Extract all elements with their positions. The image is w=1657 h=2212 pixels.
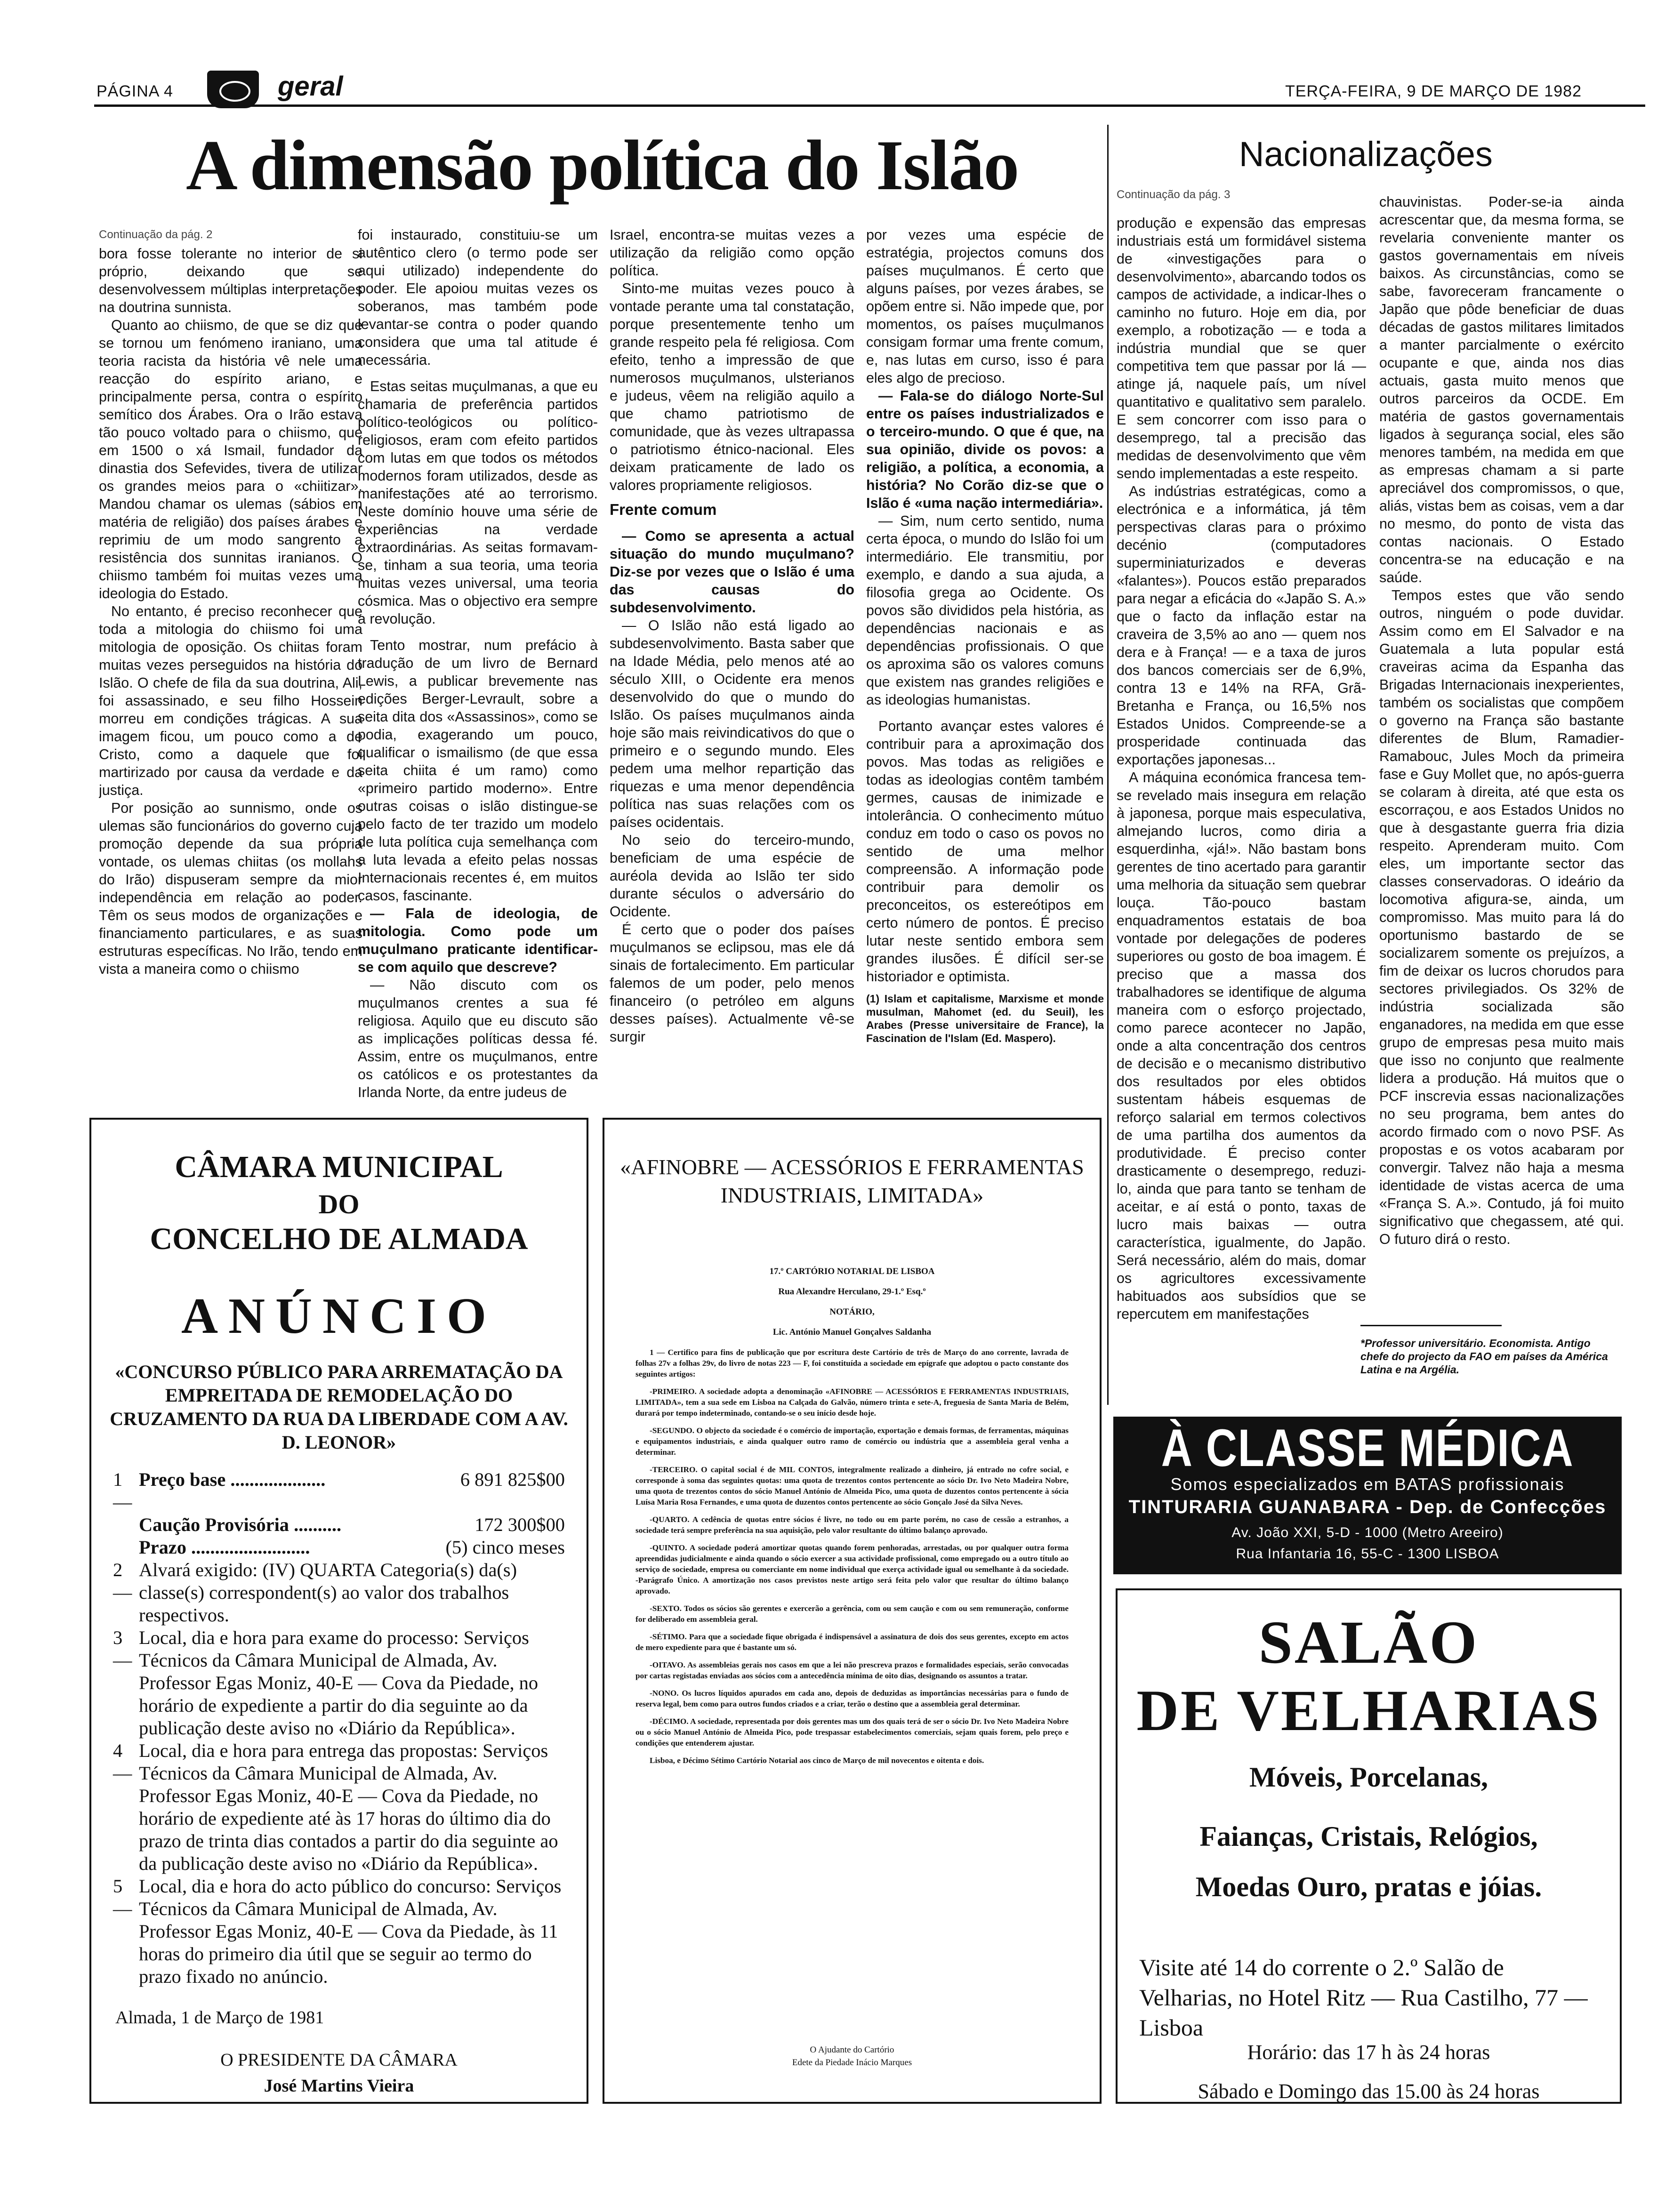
- paragraph: No entanto, é preciso reconhecer que toda a mitologia do chiismo foi uma mitologia de oposição. Os chiitas foram muitas vezes perseguidos na história do Islão. O chefe de fila da sua doutrina, Ali, foi assassinado, e seu filho Hossein morreu em condições trágicas. A sua imagem ficou, um pouco como a de Cristo, como a daquele que foi martirizado por causa da verdade e da justiça.: [99, 603, 362, 798]
- afinobre-title: «AFINOBRE — ACESSÓRIOS E FERRAMENTAS INDUSTRIAIS, LIMITADA»: [620, 1155, 1084, 1207]
- list-item: 2 — Alvará exigido: (IV) QUARTA Categoria(s) da(s) classe(s) correspondent(s) ao valor dos trabalhos respectivos.: [113, 1559, 517, 1626]
- caucao-value: 172 300$00: [475, 1514, 565, 1535]
- section-logo-icon: [207, 71, 259, 108]
- paragraph: chauvinistas. Poder-se-ia ainda acrescentar que, da mesma forma, se revelaria conveniente manter os gastos governamentais em níveis baixos. As circunstâncias, como se sabe, favoreceram francamente o Japão que pôde beneficiar de duas décadas de gastos militares limitados a manter parcialmente o exército ocupante e que, ainda nos dias actuais, gasta muito menos que outros parceiros da OCDE. Em matéria de gastos governamentais ligados à segurança social, eles são menores também, na medida em que as empresas chamam a si parte apreciável dos compromissos, o que, aliás, vistas bem as coisas, vem a dar no mesmo, do ponto de vista das contas nacionais. O Estado concentra-se na educação e na saúde.: [1379, 194, 1624, 585]
- section-name: geral: [278, 71, 343, 102]
- salao-title-1: SALÃO: [1258, 1609, 1479, 1676]
- salao-visit-text: Visite até 14 do corrente o 2.º Salão de Velharias, no Hotel Ritz — Rua Castilho, 77 — Lisboa: [1139, 1954, 1588, 2041]
- classe-medica-company: TINTURARIA GUANABARA - Dep. de Confecções: [1128, 1497, 1607, 1517]
- prazo-value: (5) cinco meses: [445, 1537, 565, 1558]
- nacionalizacoes-column-1: [1117, 214, 1366, 1377]
- preco-label: Preço base ....................: [139, 1469, 326, 1490]
- camara-list: [113, 1468, 565, 1988]
- list-item: 5 — Local, dia e hora do acto público do concurso: Serviços Técnicos da Câmara Municipal de Almada, Av. Professor Egas Moniz, 40-E — Cova da Piedade, às 11 horas do primeiro dia útil que se seguir ao termo do prazo fixado no anúncio.: [113, 1875, 562, 1987]
- article-column-3: [610, 226, 854, 1101]
- paragraph: foi instaurado, constituiu-se um autêntico clero (o termo pode ser aqui utilizado) independente do poder. Ele apoiou muitas vezes os soberanos, mas também pode levantar-se contra o poder quando considera que uma tal atitude é necessária.: [358, 227, 598, 368]
- list-item: [113, 1514, 565, 1536]
- paragraph: As indústrias estratégicas, como a electrónica e a informática, já têm perspectivas claras para o próximo decénio (computadores superminiaturizados e deveras «falantes»). Poucos estão preparados para negar a eficácia do «Japão S. A.» que o facto da inflação estar na craveira de 3,5% ao ano — quem nos dera e à França! — e a taxa de juros dos bancos comerciais ser de 6,9%, contra 13 e 14% na RFA, Grã-Bretanha e França, ou 16,5% nos Estados Unidos. Compreende-se a prosperidade continuada das exportações japonesas...: [1117, 483, 1366, 768]
- paragraph: Israel, encontra-se muitas vezes a utilização da religião como opção política.: [610, 227, 854, 279]
- classe-medica-address-2: Rua Infantaria 16, 55-C - 1300 LISBOA: [1236, 1546, 1499, 1562]
- classe-medica-address-1: Av. João XXI, 5-D - 1000 (Metro Areeiro): [1231, 1525, 1504, 1540]
- paragraph: É certo que o poder dos países muçulmanos se eclipsou, mas ele dá sinais de fortalecimento. Em particular falemos de um poder, pelo menos financeiro (o petróleo em alguns desses países). Actualmente vê-se surgir: [610, 922, 854, 1045]
- prazo-label: Prazo .........................: [139, 1537, 310, 1558]
- paragraph: -SEGUNDO. O objecto da sociedade é o comércio de importação, exportação e demais formas, de ferramentas, máquinas e equipamentos industriais, e ainda qualquer outro ramo de comércio ou indústria que a assembleia geral venha a determinar.: [635, 1426, 1069, 1457]
- paragraph: — Não discuto com os muçulmanos crentes a sua fé religiosa. Aquilo que eu discuto são as implicações políticas dessa fé. Assim, entre os muçulmanos, entre os católicos e os protestantes da Irlanda Norte, da entre judeus de: [358, 977, 598, 1100]
- paragraph: por vezes uma espécie de estratégia, projectos comuns dos países muçulmanos. É certo que alguns países, por vezes árabes, se opõem entre si. Não impede que, por momentos, os países muçulmanos consigam formar uma frente comum, e, nas lutas em curso, isso é para eles algo de precioso.: [866, 227, 1104, 386]
- salao-line-1: Móveis, Porcelanas,: [1249, 1762, 1488, 1793]
- nacionalizacoes-title: Nacionalizações: [1239, 135, 1493, 174]
- paragraph: -TERCEIRO. O capital social é de MIL CONTOS, integralmente realizado a dinheiro, já entrado no cofre social, e corresponde à soma das seguintes quotas: uma quota de trezentos contos pertencente ao sócio Dr. Ivo Neto Madeira Nobre, uma quota de trezentos contos do sócio Manuel António de Almeida Pico, uma quota de duzentos contos pertencente à sócia Luísa Maria Rosa Fernandes, e uma quota de duzentos contos pertencente ao sócio Gonçalo José da Silva Neves.: [635, 1465, 1069, 1507]
- interview-question: — Fala de ideologia, de mitologia. Como pode um muçulmano praticante identificar-se com aquilo que descreve?: [358, 906, 598, 975]
- author-note: *Professor universitário. Economista. Antigo chefe do projecto da FAO em países da América Latina e na Argélia.: [1360, 1337, 1608, 1376]
- salao-line-2: Faianças, Cristais, Relógios,: [1199, 1821, 1538, 1852]
- paragraph: bora fosse tolerante no interior de si próprio, deixando que se desenvolvessem múltiplas interpretações na doutrina sunnista.: [99, 246, 362, 315]
- paragraph: -SEXTO. Todos os sócios são gerentes e exercerão a gerência, com ou sem caução e com ou sem remuneração, conforme for deliberado em assembleia geral.: [635, 1604, 1069, 1624]
- salao-weekend-hours: Sábado e Domingo das 15.00 às 24 horas: [1198, 2080, 1540, 2103]
- header-rule: [94, 104, 1645, 107]
- footnote-rule: [1360, 1325, 1502, 1326]
- salao-line-3: Moedas Ouro, pratas e jóias.: [1195, 1871, 1542, 1902]
- list-item: [113, 1536, 565, 1559]
- paragraph: 1 — Certifico para fins de publicação que por escritura deste Cartório de três de Março do ano corrente, lavrada de folhas 27v a folhas 29v, do livro de notas 223 — F, foi constituída a sociedade em epígrafe que adoptou o pacto constante dos seguintes artigos:: [635, 1348, 1069, 1378]
- camara-concelho: CONCELHO DE ALMADA: [150, 1222, 528, 1256]
- interview-question: — Fala-se do diálogo Norte-Sul entre os países industrializados e o terceiro-mundo. O que é que, na sua opinião, divide os povos: a religião, a política, a economia, a história? No Corão diz-se que o Islão é «uma nação intermediária».: [866, 388, 1104, 511]
- paragraph: produção e expensão das empresas industriais está um formidável sistema de «investigações para o desenvolvimento», abarcando todos os campos de actividade, a indicar-lhes o caminho no futuro. Hoje em dia, por exemplo, a robotização — e toda a indústria mundial que se quer competitiva tem que passar por lá — atinge já, naquele país, um nível quantitativo e qualitativo sem paralelo. E sem concorrer com isso para o desemprego, tal a precisão das medidas de desenvolvimento que vêm sendo implementadas a este respeito.: [1117, 215, 1366, 481]
- camara-president: O PRESIDENTE DA CÂMARA: [220, 2050, 458, 2070]
- paragraph: Tempos estes que vão sendo outros, ninguém o pode duvidar. Assim como em El Salvador e na Guatemala a luta popular está craveiras acima da Espanha das Brigadas Internacionais inexperientes, também os socialistas que compõem o governo na França são bastante diferentes de Blum, Ramadier-Ramabouc, Jules Moch da primeira fase e Guy Mollet que, no após-guerra se colaram à direita, até que esta os escorraçou, e aos Estados Unidos no que à desgastante guerra fria dizia respeito. Aprenderam muito. Com eles, um importante sector das classes conservadoras. O ideário da locomotiva afigura-se, ainda, um compromisso. Mas muito para lá do oportunismo bastardo de se socializarem somente os prejuízos, a fim de deixar os lucros chorudos para sectores privilegiados. Os 32% de indústria socializada são enganadores, na medida em que esse grupo de empresas pesa muito mais que isso no conjunto que realmente lidera a produção. Há muitos que o PCF inscrevia essas nacionalizações no seu programa, bem antes do acordo firmado com o novo PSF. As propostas e os votos acabaram por convergir. Talvez não haja a mesma identidade de vistas acerca de uma «França S. A.». Contudo, já foi muito significativo que chegassem, até qui. O futuro dirá o resto.: [1379, 587, 1624, 1247]
- paragraph: -OITAVO. As assembleias gerais nos casos em que a lei não prescreva prazos e formalidades especiais, serão convocadas por cartas registadas enviadas aos sócios com a antecedência mínima de oito dias, designando os assuntos a tratar.: [635, 1660, 1069, 1680]
- paragraph: -PRIMEIRO. A sociedade adopta a denominação «AFINOBRE — ACESSÓRIOS E FERRAMENTAS INDUSTRIAIS, LIMITADA», tem a sua sede em Lisboa na Calçada do Galvão, número trinta e sete-A, freguesia de Santa Maria de Belém, durará por tempo indeterminado, contando-se o seu início desde hoje.: [635, 1387, 1069, 1418]
- classe-medica-subtitle: Somos especializados em BATAS profissionais: [1170, 1475, 1565, 1494]
- paragraph: -NONO. Os lucros líquidos apurados em cada ano, depois de deduzidas as importâncias necessárias para o fundo de reserva legal, bem como para outros fundos criados e a criar, terão o destino que a assembleia geral determinar.: [635, 1689, 1069, 1708]
- notary-name: Lic. António Manuel Gonçalves Saldanha: [772, 1327, 932, 1337]
- classe-medica-title: À CLASSE MÉDICA: [1161, 1419, 1574, 1477]
- paragraph: Quanto ao chiismo, de que se diz que se tornou um fenómeno iraniano, uma teoria racista da história vê nele uma reacção do espírito ariano, e principalmente persa, contra o espírito semítico dos Árabes. Ora o Irão estava tão pouco voltado para o chiismo, que em 1500 o xá Ismail, fundador da dinastia dos Sefevides, tivera de utilizar os grandes meios para o «chiitizar». Mandou chamar os ulemas (sábios em matéria de religião) dos países árabes e reprimiu de um modo sangrento a resistência dos sunnitas iranianos. O chiismo também foi muitas vezes uma ideologia do Estado.: [99, 317, 362, 601]
- paragraph: Sinto-me muitas vezes pouco à vontade perante uma tal constatação, porque presentemente tenho um grande respeito pela fé religiosa. Com efeito, tenho a impressão de que numerosos muçulmanos, ulsterianos e judeus, vêem na religião aquilo a que chamo patriotismo de comunidade, que às vezes ultrapassa o patriotismo étnico-nacional. Eles deixam praticamente de lado os valores propriamente religiosos.: [610, 281, 854, 493]
- afinobre-body: [635, 1266, 1069, 1772]
- paragraph: Portanto avançar estes valores é contribuir para a aproximação dos povos. Mas todas as religiões e todas as ideologias contêm também germes, causas de inimizade e intolerância. O conhecimento mútuo conduz em todo o caso os povos no sentido de uma melhor compreensão. A informação pode contribuir para demolir os preconceitos, os estereótipos em certo número de pontos. É preciso lutar neste sentido embora sem grandes ilusões. É difícil ser-se historiador e optimista.: [866, 718, 1104, 985]
- article-column-2: [358, 226, 598, 1101]
- page-number: PÁGINA 4: [97, 82, 173, 100]
- list-item: 4 — Local, dia e hora para entrega das propostas: Serviços Técnicos da Câmara Municipal de Almada, Av. Professor Egas Moniz, 40-E — Cova da Piedade, no horário de expediente até às 17 horas do último dia do prazo de trinta dias contados a partir do dia seguinte ao da publicação deste aviso no «Diário da República».: [113, 1740, 558, 1874]
- list-item: 3 — Local, dia e hora para exame do processo: Serviços Técnicos da Câmara Municipal de Almada, Av. Professor Egas Moniz, 40-E — Cova da Piedade, no horário de expediente a partir do dia seguinte ao da publicação deste aviso no «Diário da República».: [113, 1627, 539, 1739]
- camara-subject: «CONCURSO PÚBLICO PARA ARREMATAÇÃO DA EMPREITADA DE REMODELAÇÃO DO CRUZAMENTO DA RUA DA LIBERDADE COM A AV. D. LEONOR»: [110, 1361, 568, 1453]
- article-headline: A dimensão política do Islão: [186, 126, 1019, 205]
- paragraph: — O Islão não está ligado ao subdesenvolvimento. Basta saber que na Idade Média, pelo menos até ao século XIII, o Ocidente era menos desenvolvido do que o mundo do Islão. Os países muçulmanos ainda hoje são mais reivindicativos do que o primeiro e o segundo mundo. Eles pedem uma melhor repartição das riquezas e uma menor dependência política nas suas relações com os países ocidentais.: [610, 617, 854, 830]
- nacionalizacoes-column-2: [1379, 193, 1624, 1322]
- article-continuation: Continuação da pág. 2: [99, 228, 213, 241]
- notary-office: 17.º CARTÓRIO NOTARIAL DE LISBOA: [769, 1266, 935, 1276]
- interview-question: — Como se apresenta a actual situação do mundo muçulmano? Diz-se por vezes que o Islão é uma das causas do subdesenvolvimento.: [610, 528, 854, 616]
- paragraph: Lisboa, e Décimo Sétimo Cartório Notarial aos cinco de Março de mil novecentos e oitenta e dois.: [650, 1756, 984, 1765]
- issue-date: TERÇA-FEIRA, 9 DE MARÇO DE 1982: [1285, 82, 1582, 100]
- nacionalizacoes-continuation: Continuação da pág. 3: [1117, 188, 1231, 201]
- paragraph: Estas seitas muçulmanas, a que eu chamaria de preferência partidos político-teológicos ou político-religiosos, eram com efeito partidos com lutas em que todos os métodos modernos foram utilizados, desde as manifestações até ao terrorismo. Neste domínio houve uma série de experiências na verdade extraordinárias. As seitas formavam-se, tinham a sua teoria, uma teoria muitas vezes universal, uma teoria cósmica. Mas o objectivo era sempre a revolução.: [358, 378, 598, 627]
- camara-date: Almada, 1 de Março de 1981: [115, 2008, 324, 2028]
- paragraph: -SÉTIMO. Para que a sociedade fique obrigada é indispensável a assinatura de dois dos seus gerentes, excepto em actos de mero expediente para que é bastante um só.: [635, 1632, 1069, 1652]
- paragraph: Tento mostrar, num prefácio à tradução de um livro de Bernard Lewis, a publicar brevemente nas edições Berger-Levrault, sobre a seita dita dos «Assassinos», como se podia, exagerando um pouco, qualificar o ismailismo (de que essa seita chiita é um ramo) como «primeiro partido moderno». Entre outras coisas o islão distingue-se pelo facto de ter trazido um modelo de luta política cuja semelhança com a luta levada a efeito pelas nossas Internacionais recentes é, em muitos casos, fascinante.: [358, 637, 598, 904]
- afinobre-signature-name: Edete da Piedade Inácio Marques: [792, 2058, 912, 2068]
- camara-anuncio: ANÚNCIO: [181, 1288, 497, 1344]
- paragraph: A máquina económica francesa tem-se revelado mais insegura em relação à japonesa, porque mais especulativa, almejando lucros, como diria a esquerdinha, «já!». Não bastam bons gerentes de tino acertado para garantir uma melhoria da situação sem quebrar louça. Tão-pouco bastam enquadramentos estatais de boa vontade por delegações de poderes superiores ou gosto de boa imagem. É preciso que a massa dos trabalhadores se identifique de alguma maneira com o esforço projectado, como parece acontecer no Japão, onde a alta concentração dos centros de decisão e o mecanismo distributivo dos resultados por eles obtidos sustentam hábeis esquemas de reforço salarial em termos colectivos de uma partilha dos aumentos da produtividade. É preciso conter drasticamente o desemprego, reduzi-lo, ainda que para tanto se tenham de aceitar, e aí está o ponto, taxas de lucro mais baixas — outra característica, igualmente, do Japão. Será necessário, além do mais, domar os agricultores excessivamente habituados aos subsídios que se repercutem em manifestações: [1117, 769, 1366, 1322]
- paragraph: -DÉCIMO. A sociedade, representada por dois gerentes mas um dos quais terá de ser o sócio Dr. Ivo Neto Madeira Nobre ou o sócio Manuel António de Almeida Pico, pode trespassar estabelecimentos comerciais, sejam quais forem, pelo preço e condições que entenderem ajustar.: [635, 1717, 1069, 1747]
- list-item: 1 — Preço base .................... 6 891 825$00: [113, 1469, 565, 1513]
- camara-title-do: DO: [318, 1189, 360, 1219]
- salao-title-2: DE VELHARIAS: [1136, 1678, 1601, 1743]
- paragraph: Por posição ao sunnismo, onde os ulemas são funcionários do governo cuja promoção depende da sua própria vontade, os ulemas chiitas (os mollahs do Irão) dispuseram sempre da mior independência em relação ao poder. Têm os seus modos de organizações e financiamento particulares, e as suas estruturas específicas. No Irão, tendo em vista a maneira como o chiismo: [99, 800, 362, 977]
- camara-signatory: José Martins Vieira: [264, 2076, 414, 2096]
- article-column-4: [866, 226, 1104, 1101]
- paragraph: -QUARTO. A cedência de quotas entre sócios é livre, no todo ou em parte porém, no caso de cessão a estranhos, a sociedade terá sempre preferência na sua aquisição, pelo valor resultante do último balanço aprovado.: [635, 1515, 1069, 1535]
- article-column-1: [99, 245, 362, 1101]
- paragraph: -QUINTO. A sociedade poderá amortizar quotas quando forem penhoradas, arrestadas, ou por qualquer outra forma apreendidas judicialmente e ainda quando o sócio exercer a sua actividade profissional, como empregado ou a outro título ao serviço de sociedade, empresa ou comerciante em nome individual que exerça actividade igual ou semelhante à da sociedade. -Parágrafo Único. A amortização nos casos previstos neste artigo será feita pelo valor que resultar do último balanço aprovado.: [635, 1543, 1069, 1595]
- paragraph: — Sim, num certo sentido, numa certa época, o mundo do Islão foi um intermediário. Ele transmitiu, por exemplo, e dando a sua ajuda, a filosofia grega ao Ocidente. Os povos são divididos pela história, as dependências nacionais e as dependências profissionais. O que os aproxima são os valores comuns que existem nas grandes religiões e as ideologias humanistas.: [866, 513, 1104, 708]
- subheading: Frente comum: [610, 501, 717, 518]
- camara-title: CÂMARA MUNICIPAL: [175, 1150, 503, 1184]
- notary-label: NOTÁRIO,: [829, 1307, 875, 1317]
- salao-hours: Horário: das 17 h às 24 horas: [1247, 2041, 1490, 2064]
- footnote: (1) Islam et capitalisme, Marxisme et monde musulman, Mahomet (ed. du Seuil), les Arabes (Presse universitaire de France), la Fascination de l'Islam (Ed. Maspero).: [866, 993, 1104, 1044]
- preco-value: 6 891 825$00: [460, 1469, 565, 1490]
- caucao-label: Caução Provisória ..........: [139, 1514, 342, 1535]
- paragraph: No seio do terceiro-mundo, beneficiam de uma espécie de auréola devida ao Islão ter sido durante séculos o adversário do Ocidente.: [610, 832, 854, 920]
- column-divider: [1107, 125, 1109, 1405]
- afinobre-signature-role: O Ajudante do Cartório: [810, 2045, 894, 2055]
- notary-address: Rua Alexandre Herculano, 29-1.º Esq.º: [778, 1287, 926, 1297]
